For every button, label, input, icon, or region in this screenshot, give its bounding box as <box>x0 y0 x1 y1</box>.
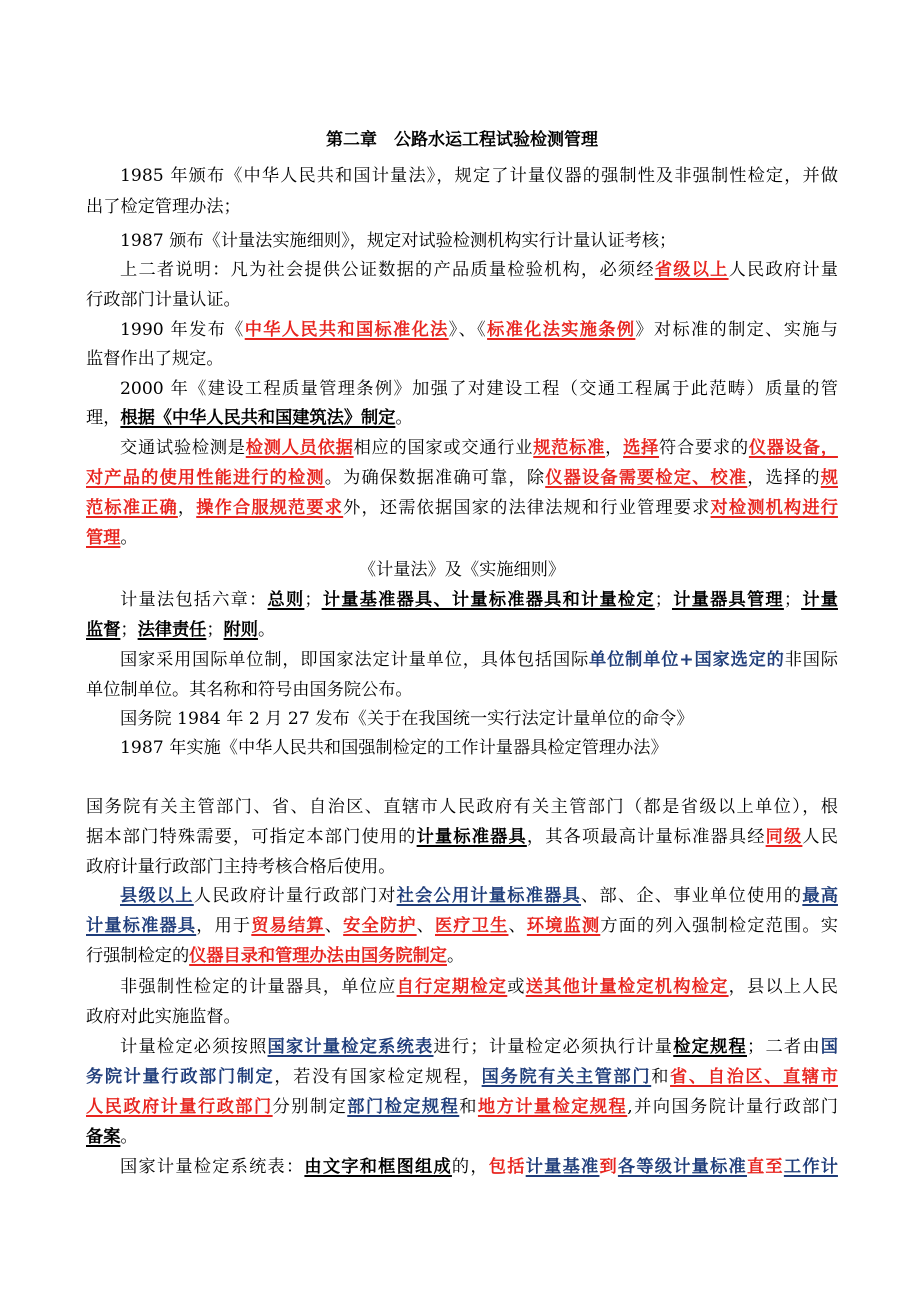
highlighted-text: 仪器设备， <box>748 438 838 458</box>
highlighted-text: 标准化法实施条例 <box>487 320 636 340</box>
highlighted-text: 对检测机构进行 <box>710 498 838 518</box>
highlighted-text: 包括 <box>488 1157 526 1177</box>
text-segment: 理， <box>86 408 121 428</box>
highlighted-text: 由文字和框图组成 <box>304 1157 452 1177</box>
text-segment: 和 <box>651 1067 671 1087</box>
text-segment: 人民政府计量行政部门对 <box>193 886 397 906</box>
text-line <box>86 942 838 970</box>
text-line <box>86 464 838 492</box>
text-line <box>86 973 838 1001</box>
highlighted-text: 操作合服规范要求 <box>196 498 344 518</box>
text-segment: 》、《 <box>448 320 488 340</box>
highlighted-text: 备案 <box>86 1127 121 1147</box>
text-segment: ；二者由 <box>747 1037 821 1057</box>
text-segment: 、部、企、事业单位使用的 <box>581 886 803 906</box>
highlighted-text: 监督 <box>86 620 121 640</box>
text-segment: 上二者说明：凡为社会提供公证数据的产品质量检验机构，必须经 <box>120 260 655 280</box>
text-line <box>86 823 838 851</box>
text-line <box>86 162 838 190</box>
highlighted-text: 计量基准器具、计量标准器具和计量检定 <box>321 590 655 610</box>
text-line <box>86 1033 838 1061</box>
text-segment: 2000 年《建设工程质量管理条例》加强了对建设工程（交通工程属于此范畴）质量的管 <box>120 379 838 399</box>
text-line <box>86 286 838 314</box>
text-line <box>86 1003 838 1031</box>
text-segment: 出了检定管理办法； <box>86 197 241 217</box>
text-segment: 监督作出了规定。 <box>86 349 224 369</box>
text-segment: 相应的国家或交通行业 <box>353 438 534 458</box>
text-segment: 国家计量检定系统表： <box>120 1157 305 1177</box>
text-segment: ； <box>304 590 322 610</box>
text-segment: ，用于 <box>196 916 252 936</box>
text-line <box>86 1093 838 1121</box>
text-segment: 。 <box>257 620 276 640</box>
text-line <box>86 375 838 403</box>
highlighted-text: 送其他计量检定机构检定 <box>525 977 729 997</box>
highlighted-text: 检测人员依据 <box>245 438 354 458</box>
text-segment: 计量检定必须按照 <box>120 1037 268 1057</box>
highlighted-text: 地方计量检定规程 <box>477 1097 628 1117</box>
text-segment: 政府对此实施监督。 <box>86 1007 241 1027</box>
text-segment: 1987 颁布《计量法实施细则》，规定对试验检测机构实行计量认证考核； <box>120 231 677 251</box>
text-segment: 、 <box>508 916 527 936</box>
text-segment: 的， <box>451 1157 489 1177</box>
highlighted-text: 检定规程 <box>673 1037 747 1057</box>
text-line <box>86 646 838 674</box>
chapter-title: 第二章 公路水运工程试验检测管理 <box>326 130 598 150</box>
text-segment: 。 <box>120 1127 138 1147</box>
highlighted-text: 对产品的使用性能进行的检测 <box>86 468 325 488</box>
text-segment: 国家采用国际单位制，即国家法定计量单位，具体包括国际 <box>120 650 590 670</box>
highlighted-text: 人民政府计量行政部门 <box>86 1097 273 1117</box>
text-segment: ； <box>783 590 802 610</box>
highlighted-text: 各等级计量标准 <box>617 1157 747 1177</box>
text-segment: 和 <box>459 1097 478 1117</box>
highlighted-text: 计量基准 <box>525 1157 600 1177</box>
text-line <box>86 1063 838 1091</box>
highlighted-text: 计量 <box>801 590 838 610</box>
text-segment: 政府计量行政部门主持考核合格后使用。 <box>86 857 396 877</box>
highlighted-text: 省级以上 <box>654 260 729 280</box>
text-line <box>86 434 838 462</box>
text-segment: ； <box>206 620 224 640</box>
text-segment: ，选择的 <box>747 468 821 488</box>
text-segment: 据本部门特殊需要，可指定本部门使用的 <box>86 827 417 847</box>
text-segment: 。 <box>395 408 413 428</box>
text-segment: 或 <box>507 977 526 997</box>
text-segment: ,并向国务院计量行政部门 <box>627 1097 838 1117</box>
highlighted-text: 总则 <box>267 590 305 610</box>
text-line <box>86 586 838 614</box>
highlighted-text: 同级 <box>765 827 803 847</box>
text-segment: 人民 <box>802 827 838 847</box>
highlighted-text: 县级以上 <box>120 886 194 906</box>
text-segment: 非强制性检定的计量器具，单位应 <box>120 977 397 997</box>
highlighted-text: 仪器设备需要检定、校准 <box>545 468 748 488</box>
highlighted-text: 规 <box>820 468 838 488</box>
text-line <box>86 1153 838 1181</box>
highlighted-text: 务院计量行政部门制定 <box>86 1067 275 1087</box>
text-segment: 1990 年发布《 <box>120 320 245 340</box>
text-segment: 计量法包括六章： <box>120 590 268 610</box>
text-segment: 人民政府计量 <box>728 260 838 280</box>
highlighted-text: 附则 <box>223 620 258 640</box>
text-segment: ，其各项最高计量标准器具经 <box>526 827 766 847</box>
highlighted-text: 到 <box>599 1157 618 1177</box>
highlighted-text: 规范标准 <box>533 438 606 458</box>
text-segment: ，若没有国家检定规程， <box>274 1067 482 1087</box>
text-segment: 分别制定 <box>272 1097 348 1117</box>
highlighted-text: 最高 <box>802 886 838 906</box>
text-line <box>86 1123 838 1151</box>
text-line <box>86 793 838 821</box>
text-line <box>86 705 838 733</box>
text-line <box>86 616 838 644</box>
highlighted-text: 医疗卫生 <box>435 916 509 936</box>
text-segment: ， <box>605 438 624 458</box>
text-segment: 单位制单位。其名称和符号由国务院公布。 <box>86 680 413 700</box>
highlighted-text: 中华人民共和国标准化法 <box>244 320 449 340</box>
text-segment: 。 <box>446 946 465 966</box>
text-line <box>86 227 838 255</box>
text-segment: 非国际 <box>784 650 838 670</box>
text-line <box>86 676 838 704</box>
highlighted-text: 法律责任 <box>137 620 207 640</box>
text-line <box>86 494 838 522</box>
text-segment: 方面的列入强制检定范围。实 <box>600 916 838 936</box>
text-line <box>86 404 838 432</box>
text-line <box>86 912 838 940</box>
text-segment: ，县以上人民 <box>728 977 838 997</box>
highlighted-text: 计量标准器具 <box>416 827 527 847</box>
highlighted-text: 自行定期检定 <box>396 977 508 997</box>
highlighted-text: 范标准正确 <box>86 498 178 518</box>
text-line <box>86 734 838 762</box>
highlighted-text: 选择 <box>623 438 660 458</box>
text-segment: 。 <box>120 528 138 548</box>
text-line <box>86 316 838 344</box>
text-segment: ； <box>120 620 138 640</box>
text-line <box>86 882 838 910</box>
text-segment: 《计量法》及《实施细则》 <box>358 560 566 580</box>
text-segment: 》对标准的制定、实施与 <box>635 320 838 340</box>
text-segment: 交通试验检测是 <box>120 438 246 458</box>
text-line <box>86 524 838 552</box>
text-line <box>86 345 838 373</box>
text-segment: 符合要求的 <box>659 438 749 458</box>
highlighted-text: 环境监测 <box>526 916 601 936</box>
highlighted-text: 单位制单位+国家选定的 <box>589 650 785 670</box>
highlighted-text: 计量器具管理 <box>671 590 784 610</box>
text-segment: 1985 年颁布《中华人民共和国计量法》，规定了计量仪器的强制性及非强制性检定，并做 <box>120 166 838 186</box>
text-line <box>86 556 838 584</box>
text-line <box>86 256 838 284</box>
text-segment: 行强制检定的 <box>86 946 190 966</box>
highlighted-text: 安全防护 <box>343 916 417 936</box>
text-segment: 外，还需依据国家的法律法规和行业管理要求 <box>343 498 711 518</box>
highlighted-text: 根据《中华人民共和国建筑法》制定 <box>120 408 396 428</box>
text-segment: ； <box>654 590 672 610</box>
highlighted-text: 社会公用计量标准器具 <box>396 886 582 906</box>
text-segment: 进行；计量检定必须执行计量 <box>433 1037 674 1057</box>
highlighted-text: 管理 <box>86 528 121 548</box>
highlighted-text: 部门检定规程 <box>347 1097 460 1117</box>
highlighted-text: 计量标准器具 <box>86 916 197 936</box>
highlighted-text: 国 <box>820 1037 838 1057</box>
highlighted-text: 直至 <box>746 1157 784 1177</box>
text-line <box>86 853 838 881</box>
text-segment: 、 <box>324 916 344 936</box>
highlighted-text: 国务院有关主管部门 <box>481 1067 652 1087</box>
highlighted-text: 仪器目录和管理办法由国务院制定 <box>189 946 447 966</box>
highlighted-text: 贸易结算 <box>251 916 325 936</box>
text-segment: 国务院有关主管部门、省、自治区、直辖市人民政府有关主管部门（都是省级以上单位），根 <box>86 797 838 817</box>
highlighted-text: 国家计量检定系统表 <box>267 1037 434 1057</box>
highlighted-text: 省、自治区、直辖市 <box>670 1067 838 1087</box>
text-segment: 国务院 1984 年 2 月 27 发布《关于在我国统一实行法定计量单位的命令》 <box>120 709 694 729</box>
text-segment: 行政部门计量认证。 <box>86 290 241 310</box>
text-segment: 、 <box>416 916 435 936</box>
highlighted-text: 工作计 <box>783 1157 838 1177</box>
text-line <box>86 193 838 221</box>
text-segment: 1987 年实施《中华人民共和国强制检定的工作计量器具检定管理办法》 <box>120 738 668 758</box>
text-segment: ， <box>177 498 197 518</box>
text-segment: 。为确保数据准确可靠，除 <box>324 468 546 488</box>
